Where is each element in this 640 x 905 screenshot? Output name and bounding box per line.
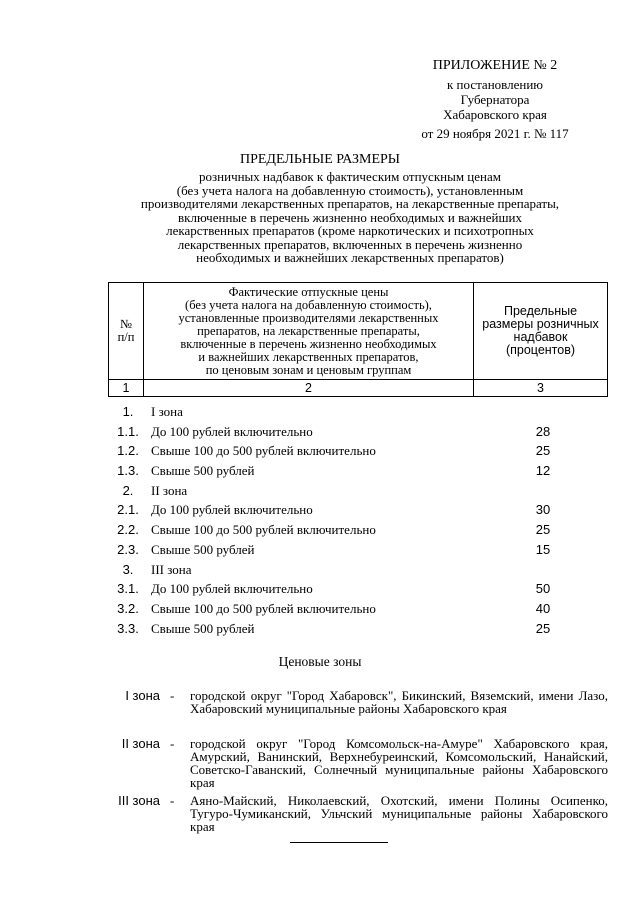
zone-dash: - bbox=[170, 736, 175, 751]
row-desc: Свыше 500 рублей bbox=[151, 541, 255, 557]
header-value-line: (процентов) bbox=[505, 343, 576, 357]
row-val: 15 bbox=[535, 541, 551, 557]
table-row bbox=[108, 483, 608, 503]
appendix-line: Хабаровского края bbox=[443, 107, 547, 122]
header-desc-line: и важнейших лекарственных препаратов, bbox=[198, 349, 419, 364]
row-num: 2. bbox=[122, 482, 134, 498]
index-cell: 1 bbox=[109, 380, 144, 397]
zone-name: I зона bbox=[125, 688, 160, 703]
header-number-text: № п/п bbox=[117, 317, 135, 344]
header-number bbox=[109, 283, 144, 380]
header-value-line: размеры розничных bbox=[482, 317, 599, 331]
header-desc-line: препаратов, на лекарственные препараты, bbox=[197, 323, 420, 338]
table-row bbox=[108, 542, 608, 562]
zones-title: Ценовые зоны bbox=[278, 654, 362, 669]
row-desc: III зона bbox=[151, 561, 192, 577]
index-cell: 3 bbox=[474, 380, 608, 397]
row-num: 2.2. bbox=[117, 522, 139, 538]
closing-rule bbox=[290, 842, 388, 843]
header-desc-line: установленные производителями лекарственных bbox=[178, 310, 439, 325]
subtitle-line: (без учета налога на добавленную стоимость), установленным bbox=[176, 182, 524, 198]
table-row bbox=[108, 443, 608, 463]
header-desc-line: Фактические отпускные цены bbox=[228, 284, 389, 299]
subtitle-line: лекарственных препаратов, включенных в перечень жизненно bbox=[177, 236, 523, 252]
appendix-title: ПРИЛОЖЕНИЕ № 2 bbox=[432, 58, 558, 73]
table-row bbox=[108, 621, 608, 641]
row-num: 1. bbox=[122, 404, 134, 419]
appendix-date: от 29 ноября 2021 г. № 117 bbox=[421, 126, 569, 141]
row-desc: Свыше 100 до 500 рублей включительно bbox=[151, 522, 376, 538]
table-row bbox=[108, 562, 608, 582]
appendix-line: Губернатора bbox=[460, 92, 530, 107]
row-desc: I зона bbox=[151, 404, 183, 419]
document-subtitle bbox=[100, 170, 600, 265]
row-desc: До 100 рублей включительно bbox=[151, 423, 313, 439]
row-desc: Свыше 100 до 500 рублей включительно bbox=[151, 443, 376, 459]
table-row bbox=[108, 601, 608, 621]
table-body bbox=[108, 404, 608, 640]
zone-text: Аяно-Майский, Николаевский, Охотский, имени Полины Осипенко, Тугуро-Чумиканский, Ульчский муниципальные районы Хабаровского края bbox=[190, 793, 608, 834]
header-desc-line: (без учета налога на добавленную стоимость), bbox=[185, 297, 432, 312]
row-desc: II зона bbox=[151, 482, 188, 498]
table-row bbox=[108, 424, 608, 444]
appendix-block bbox=[390, 58, 600, 141]
zone-name: II зона bbox=[121, 736, 160, 751]
table-row bbox=[108, 581, 608, 601]
row-val: 50 bbox=[535, 581, 551, 597]
row-val: 12 bbox=[535, 463, 551, 479]
row-num: 3.1. bbox=[117, 581, 139, 597]
row-num: 2.3. bbox=[117, 541, 139, 557]
header-description bbox=[144, 283, 474, 380]
row-num: 3.3. bbox=[117, 620, 139, 636]
zone-dash: - bbox=[170, 688, 175, 703]
appendix-line: к постановлению bbox=[446, 77, 544, 92]
zone-dash: - bbox=[170, 793, 175, 808]
row-val: 28 bbox=[535, 423, 551, 439]
zone-text: городской округ "Город Комсомольск-на-Амуре" Хабаровского края, Амурский, Ванинский, Верхнебуреинский, Комсомольский, Нанайский, Советско-Гаванский, Солнечный муниципальные районы Хабаровского края bbox=[190, 736, 608, 790]
subtitle-line: производителями лекарственных препаратов, на лекарственные препараты, bbox=[140, 196, 560, 211]
zone-name: III зона bbox=[118, 793, 160, 808]
row-num: 1.3. bbox=[117, 463, 139, 479]
subtitle-line: включенные в перечень жизненно необходимых и важнейших bbox=[178, 209, 522, 225]
table-row bbox=[108, 404, 608, 424]
header-values bbox=[474, 283, 608, 380]
zone-text: городской округ "Город Хабаровск", Бикинский, Вяземский, имени Лазо, Хабаровский муниципальные районы Хабаровского края bbox=[190, 688, 608, 716]
row-desc: Свыше 500 рублей bbox=[151, 463, 255, 479]
row-desc: До 100 рублей включительно bbox=[151, 581, 313, 597]
header-value-line: Предельные bbox=[503, 304, 578, 318]
row-val: 40 bbox=[535, 600, 551, 616]
row-val: 25 bbox=[535, 443, 551, 459]
subtitle-line: необходимых и важнейших лекарственных препаратов) bbox=[196, 250, 504, 265]
row-desc: До 100 рублей включительно bbox=[151, 502, 313, 518]
header-desc-line: включенные в перечень жизненно необходимых bbox=[180, 336, 437, 351]
row-num: 3.2. bbox=[117, 600, 139, 616]
row-num: 1.2. bbox=[117, 443, 139, 459]
row-desc: Свыше 500 рублей bbox=[151, 620, 255, 636]
row-num: 1.1. bbox=[117, 423, 139, 439]
row-val: 30 bbox=[535, 502, 551, 518]
index-cell: 2 bbox=[144, 380, 474, 397]
subtitle-line: розничных надбавок к фактическим отпускным ценам bbox=[199, 169, 501, 184]
header-value-line: надбавок bbox=[513, 330, 568, 344]
table-row bbox=[108, 502, 608, 522]
row-num: 2.1. bbox=[117, 502, 139, 518]
row-val: 25 bbox=[535, 620, 551, 636]
table-row bbox=[108, 522, 608, 542]
row-num: 3. bbox=[122, 561, 134, 577]
header-desc-line: по ценовым зонам и ценовым группам bbox=[205, 362, 412, 377]
row-val: 25 bbox=[535, 522, 551, 538]
table-header bbox=[108, 282, 608, 397]
subtitle-line: лекарственных препаратов (кроме наркотических и психотропных bbox=[166, 223, 534, 238]
document-title: ПРЕДЕЛЬНЫЕ РАЗМЕРЫ bbox=[239, 152, 401, 167]
table-row bbox=[108, 463, 608, 483]
row-desc: Свыше 100 до 500 рублей включительно bbox=[151, 600, 376, 616]
